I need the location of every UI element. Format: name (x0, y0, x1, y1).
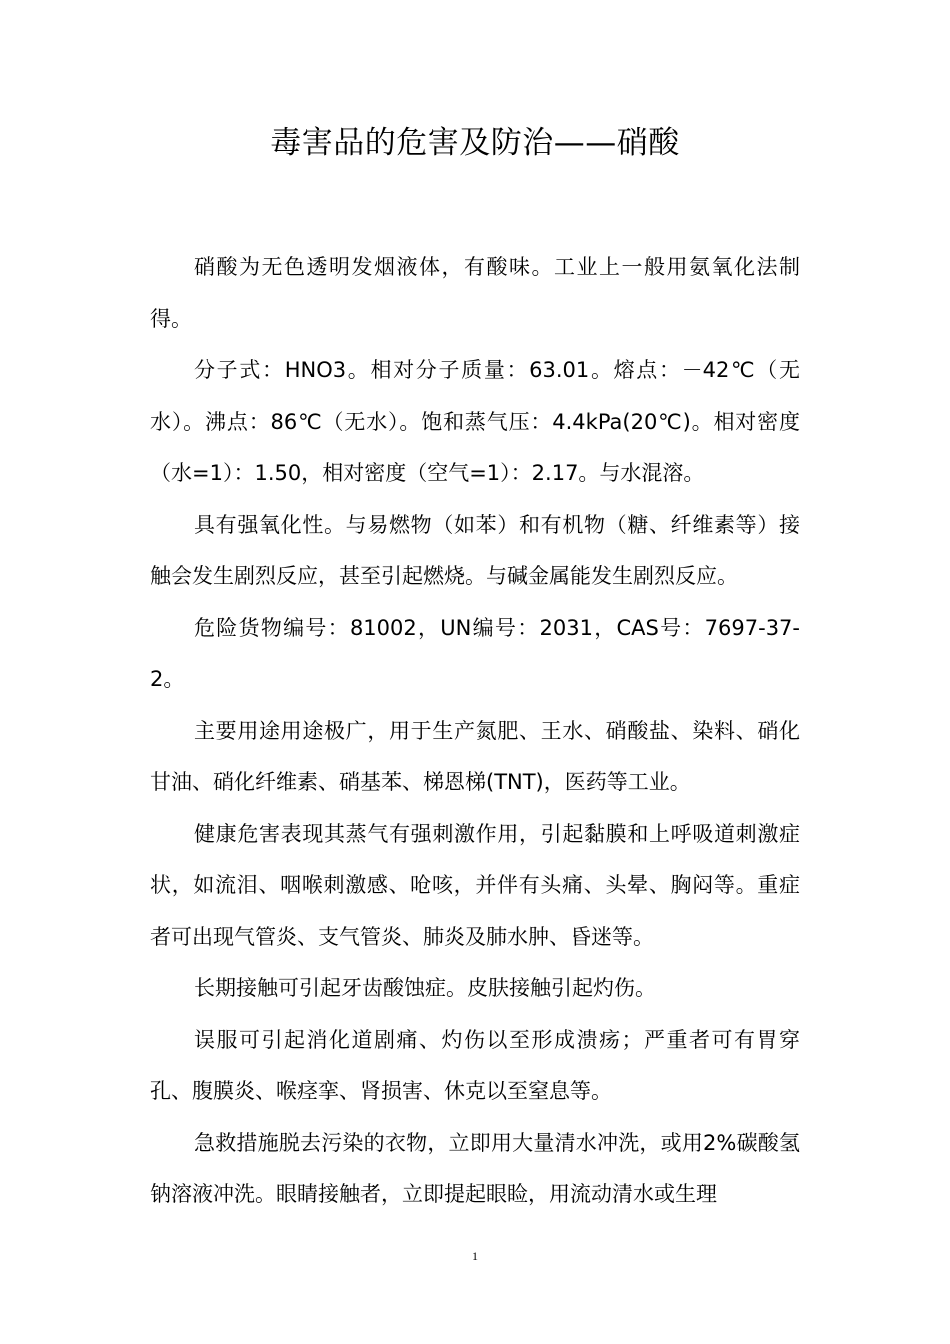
paragraph-chronic-exposure: 长期接触可引起牙齿酸蚀症。皮肤接触引起灼伤。 (194, 976, 656, 1000)
paragraph-first-aid: 急救措施脱去污染的衣物，立即用大量清水冲洗，或用2%碳酸氢钠溶液冲洗。眼睛接触者，立即提起眼睑，用流动清水或生理 (150, 1130, 800, 1206)
document-title: 毒害品的危害及防治——硝酸 (270, 125, 680, 161)
document-body (150, 242, 800, 1221)
paragraph-health-hazards: 健康危害表现其蒸气有强刺激作用，引起黏膜和上呼吸道刺激症状，如流泪、咽喉刺激感、呛咳，并伴有头痛、头晕、胸闷等。重症者可出现气管炎、支气管炎、肺炎及肺水肿、昏迷等。 (150, 821, 800, 949)
paragraph-properties: 分子式：HNO3。相对分子质量：63.01。熔点：－42℃（无水）。沸点：86℃（无水）。饱和蒸气压：4.4kPa(20℃)。相对密度（水=1）：1.50，相对密度（空气=1）：2.17。与水混溶。 (150, 358, 800, 485)
paragraph-uses: 主要用途用途极广，用于生产氮肥、王水、硝酸盐、染料、硝化甘油、硝化纤维素、硝基苯、梯恩梯(TNT)，医药等工业。 (150, 718, 800, 794)
paragraph-ingestion: 误服可引起消化道剧痛、灼伤以至形成溃疡；严重者可有胃穿孔、腹膜炎、喉痉挛、肾损害、休克以至窒息等。 (150, 1027, 800, 1103)
page-number: 1 (472, 1249, 478, 1263)
paragraph-reactivity: 具有强氧化性。与易燃物（如苯）和有机物（糖、纤维素等）接触会发生剧烈反应，甚至引起燃烧。与碱金属能发生剧烈反应。 (150, 512, 800, 588)
paragraph-identifiers: 危险货物编号：81002，UN编号：2031，CAS号：7697-37-2。 (150, 615, 800, 691)
paragraph-description: 硝酸为无色透明发烟液体，有酸味。工业上一般用氨氧化法制得。 (150, 255, 800, 331)
